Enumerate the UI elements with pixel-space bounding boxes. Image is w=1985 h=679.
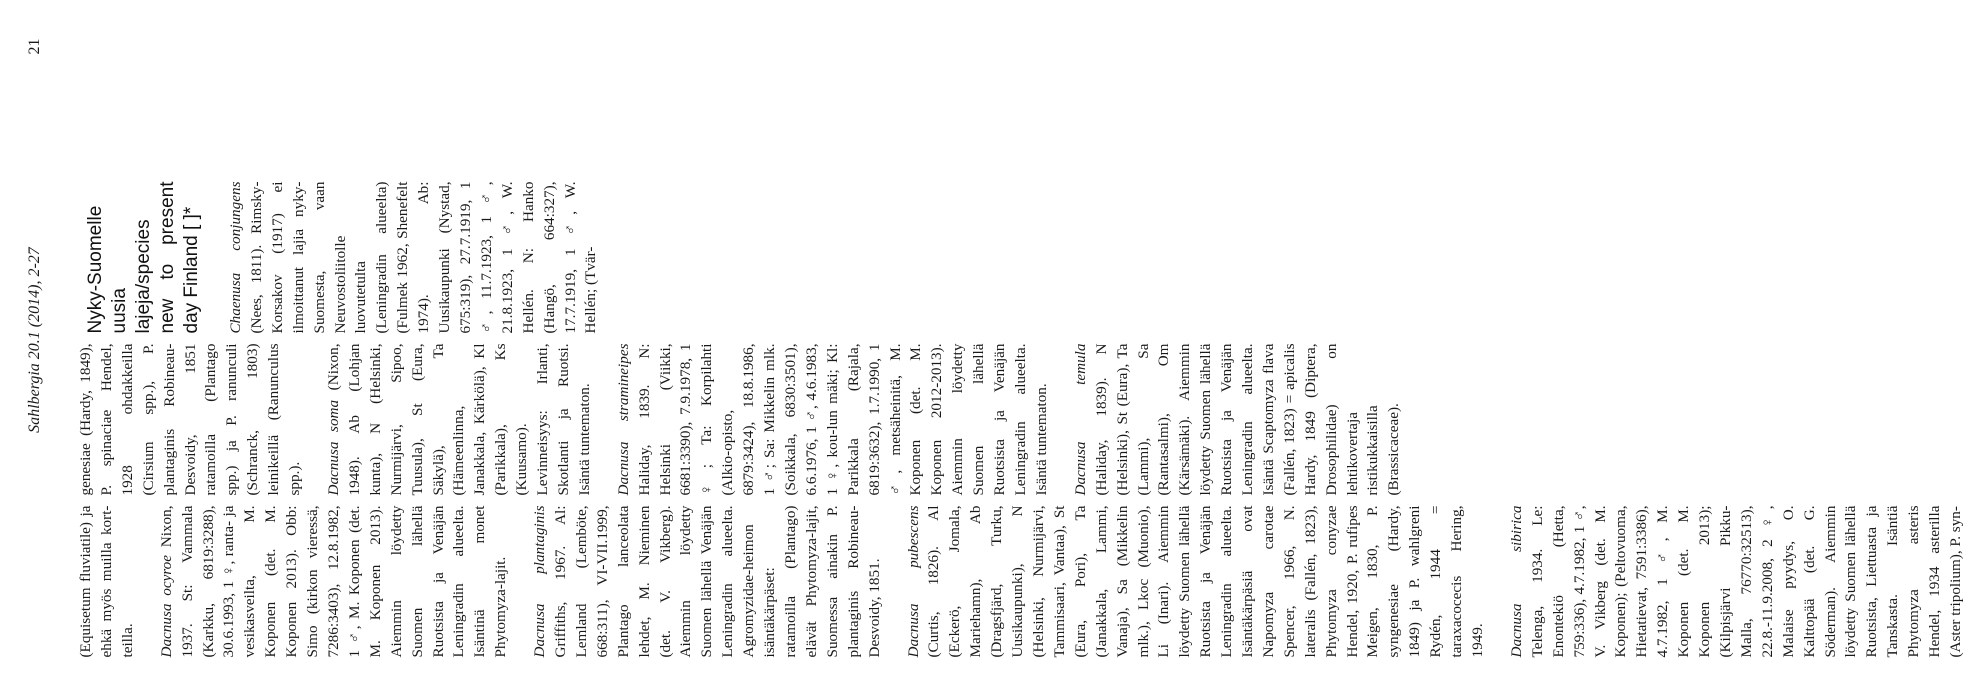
species-text: (Nixon, 1948). Ab (Lohjan kunta), N (Helsinki, Nurmijärvi, Sipoo, Tuusula), St (Eura, Säkylä), Ta (Hämeenlinna, Janakkala, Kärkölä), Kl (Parikkala), Ks (Kuusamo). Levinneisyys: Irlanti, Skotlanti ja Ruotsi. Isäntä tuntematon. [324,342,593,495]
species-text: Griffiths, 1967. Al: Lemland (Lemböte, 668:311), VI-VII.1999, Plantago lanceolata lehdet, M. Nieminen (det. V. Vikberg). Aiemmin löydetty Suomen lähellä Venäjän Leningradin alueelta. Agromyzidae-heimon isäntäkärpäset: ratamoilla (Plantago) elävät Phytomyza-lajit, Suomessa ainakin P. plantaginis Robineau-Desvoidy, 1851. [552,505,883,657]
species-text: (Curtis, 1826). Al (Eckerö, Jomala, Mariehamn), Ab (Dragsfjärd, Turku, Uusikaupunki), N (Helsinki, Nurmijärvi, Tammisaari, Vantaa), St (Eura, Pori), Ta (Janakkala, Lammi, Vanaja), Sa (Mikkelin mlk.), Lkoc (Muonio), Li (Inari). Aiemmin löydetty Suomen lähellä Ruotsista ja Venäjän Leningradin alueelta. Isäntäkärpäsiä ovat Napomyza carotae Spencer, 1966, N. lateralis (Fallén, 1823), Phytomyza conyzae Hendel, 1920, P. rufipes Meigen, 1830, P. syngenesiae (Hardy, 1849) ja P. wahlgreni Rydén, 1944 = taraxacocecis Hering, 1949. [925,505,1486,657]
paragraph [157,505,512,657]
species-text: (Equisetum fluviatile) ja ehkä myös muilla kort-teilla. [77,505,136,657]
species-text: Haliday, 1839. N: Helsinki (Viikki, 6681:3390), 7.9.1978, 1 ♀; Ta: Korpilahti (Alkio-opisto, 6879:3424), 18.8.1986, 1 ♂; Sa: Mikkelin mlk. (Soikkala, 6830:3501), 6.6.1976, 1 ♂, 4.6.1983, 1 ♀, kou-lun mäki; Kl: Parikkala (Rajala, 6819:3632), 1.7.1990, 1 ♂, metsäheinitä, M. Koponen (det. M. Koponen 2012-2013). Aiemmin löydetty Suomen lähellä Ruotsista ja Venäjän Leningradin alueelta. Isäntä tuntematon. [635,343,1050,495]
species-name: Dacnusa ocyroe [157,554,175,657]
species-name: Dacnusa plantaginis [531,505,549,657]
paragraph [1507,505,1967,657]
paragraph [904,505,1489,657]
species-text: Telenga, 1934. Le: Enontekiö (Hetta, 759:336), 4.7.1982, 1 ♂, V. Vikberg (det. M. Koponen); (Peltovuoma, Hietatievat, 7591:3386), 4.7.1982, 1 ♂, M. Koponen (det. M. Koponen 2013); (Kilpisjärvi Pikku-Malla, 76770:32513), 22.8.-11.9.2008, 2 ♀, Malaise pyydys, O. Kalttopää (det. G. Söderman). Aiemmin löydetty Suomen lähellä Ruotsista, Liettuasta ja Tanskasta. Isäntiä Phytomyza asteris Hendel, 1934 asterilla (Aster tripolium), P. syn- [1528,505,1964,657]
paragraph [76,343,306,495]
paragraph [226,181,602,333]
species-text: genesiae (Hardy, 1849), P. spinaciae Hendel, 1928 ohdakkeilla (Cirsium spp.), P. plantaginis Robineau-Desvoidy, 1851 ratamoilla (Plantago spp.) ja P. ranunculi (Schranck, 1803) leinikeillä (Ranunculus spp.). [77,343,304,495]
paragraph [614,343,1053,495]
species-name: Dacnusa pubescens [904,505,922,657]
text-column-1 [76,505,1985,657]
species-name: Chaenusa conjungens [227,181,244,333]
paragraph [324,343,596,495]
species-name: Dacnusa soma [324,399,342,495]
species-text: Nixon, 1937. St: Vammala (Karkku, 6819:3288), 30.6.1993, 1 ♀, ranta- ja vesikasveilta, M. Koponen (det. M. Koponen 2013). Obb: Simo (kirkon vieressä, 7286:3403), 12.8.1982, 1 ♂, M. Koponen (det. M. Koponen 2013). Aiemmin löydetty Suomen lähellä Ruotsista ja Venäjän Leningradin alueelta. Isäntinä monet Phytomyza-lajit. [157,505,510,657]
page-number: 21 [26,38,43,54]
paragraph [1071,343,1406,495]
running-head [26,0,46,679]
species-name: Dacnusa temula [1071,343,1089,495]
journal-citation: Sahlbergia 20.1 (2014), 2-27 [26,246,43,433]
text-column-2 [76,343,1423,495]
paragraph [76,505,139,657]
section-title: Nyky-Suomelle uusia lajeja/species new to present day Finland [ ]* [85,181,202,333]
species-name: Dacnusa stramineipes [614,343,632,495]
text-column-3 [76,181,620,333]
species-text: (Nees, 1811). Rimsky-Korsakov (1917) ei ilmoittanut lajia nyky-Suomesta, vaan Neuvostoliitolle luovutetulta (Leningradin alueelta) (Fulmek 1962, Shenefelt 1974). Ab: Uusikaupunki (Nystad, 675:319), 27.7.1919, 1 ♂, 11.7.1923, 1 ♂, 21.8.1923, 1 ♂, W. Hellén. N: Hanko (Hangö, 664:327), 17.7.1919, 1 ♂, W. Hellén; (Tvär- [247,181,600,333]
species-name: Dacnusa sibirica [1507,505,1525,657]
paragraph [530,505,885,657]
species-text: (Haliday, 1839). N (Helsinki), St (Eura), Ta (Lammi), Sa (Rantasalmi), Om (Kärsämäki). Aiemmin löydetty Suomen lähellä Ruotsista ja Venäjän Leningradin alueelta. Isäntä Scaptomyza flava (Fallén, 1823) = apicalis Hardy, 1849 (Diptera, Drosophilidae) on lehtikovertaja ristikukkaisilla (Brassicaceae). [1092,343,1403,495]
